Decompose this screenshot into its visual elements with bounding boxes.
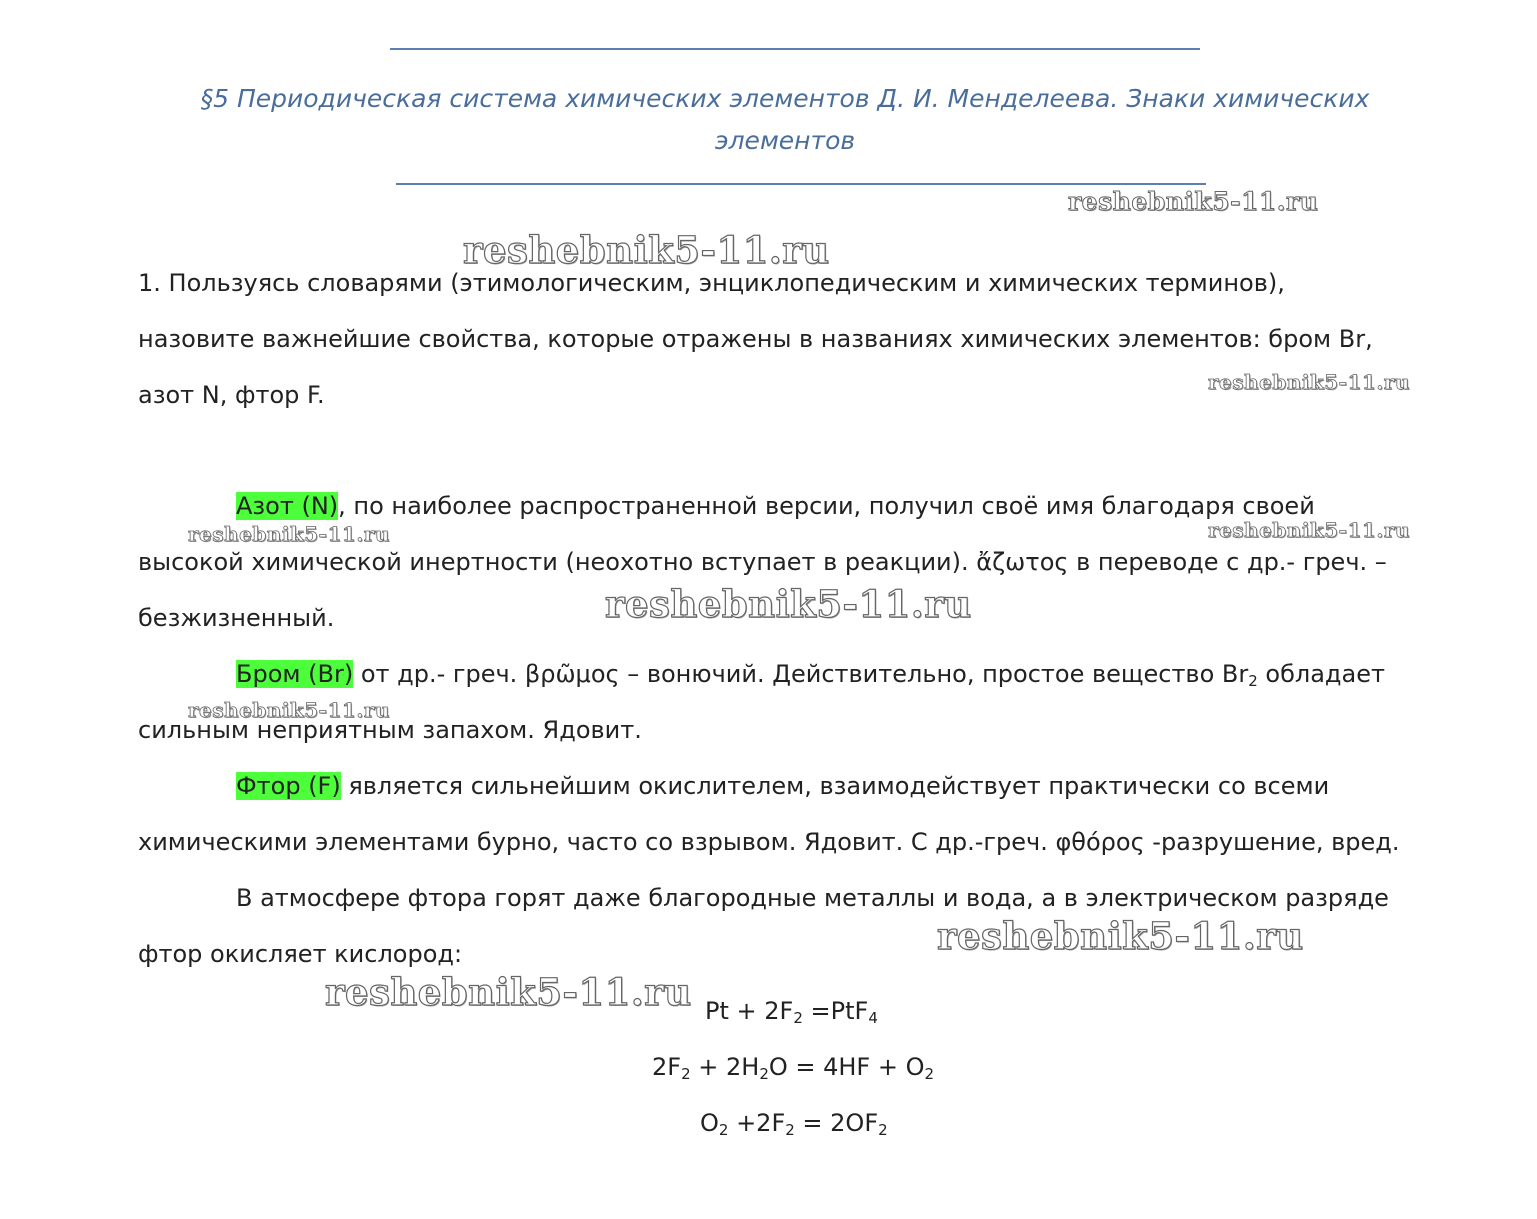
eq1-sub-2: 4 [868, 1009, 878, 1027]
eq2-sub-3: 2 [924, 1065, 935, 1083]
bromine-line-2: сильным неприятным запахом. Ядовит. [138, 716, 642, 744]
eq3-part-b: +2F [728, 1109, 786, 1137]
section-heading [140, 78, 1430, 162]
eq3-sub-3: 2 [878, 1121, 888, 1139]
watermark: reshebnik5-11.ru [937, 914, 1304, 958]
eq2-part-c: O = 4HF + O [768, 1053, 925, 1081]
eq2-sub-2: 2 [759, 1065, 769, 1083]
eq2-part-b: + 2H [690, 1053, 760, 1081]
fluorine-line-2: химическими элементами бурно, часто со взрывом. Ядовит. С др.-греч. φθόρος -разрушение, вред. [138, 828, 1400, 856]
fluorine-line-1 [236, 771, 1329, 801]
task-line-3: азот N, фтор F. [138, 381, 325, 409]
nitrogen-line-1-text: , по наиболее распространенной версии, получил своё имя благодаря своей [338, 492, 1315, 520]
equation-3 [700, 1108, 888, 1138]
eq3-part-c: = 2OF [794, 1109, 879, 1137]
watermark: reshebnik5-11.ru [325, 970, 692, 1014]
eq1-part-b: =PtF [802, 997, 869, 1025]
equation-2 [652, 1052, 934, 1082]
fluorine-highlight: Фтор (F) [236, 772, 341, 800]
eq1-part-a: Pt + 2F [705, 997, 794, 1025]
watermark: reshebnik5-11.ru [605, 582, 972, 626]
eq3-part-a: O [700, 1109, 719, 1137]
task-line-2: назовите важнейшие свойства, которые отражены в названиях химических элементов: бром Br, [138, 325, 1373, 353]
task-line-1: 1. Пользуясь словарями (этимологическим, энциклопедическим и химических терминов), [138, 269, 1285, 297]
eq1-sub-1: 2 [793, 1009, 803, 1027]
bromine-line-1-text-a: от др.- греч. βρῶμος – вонючий. Действительно, простое вещество Br [353, 660, 1249, 688]
eq2-part-a: 2F [652, 1053, 682, 1081]
eq3-sub-1: 2 [718, 1121, 729, 1139]
header-rule-top [390, 48, 1200, 50]
bromine-highlight: Бром (Br) [236, 660, 354, 688]
watermark: reshebnik5-11.ru [1068, 187, 1319, 216]
fluorine-line-1-text: является сильнейшим окислителем, взаимодействует практически со всеми [340, 772, 1330, 800]
nitrogen-line-3: безжизненный. [138, 604, 335, 632]
section-heading-line1: §5 Периодическая система химических элементов Д. И. Менделеева. Знаки химических [200, 84, 1370, 113]
watermark: reshebnik5-11.ru [1208, 370, 1410, 394]
bromine-subscript: 2 [1248, 672, 1258, 690]
watermark: reshebnik5-11.ru [188, 522, 390, 546]
nitrogen-line-2: высокой химической инертности (неохотно вступает в реакции). ἄζωτος в переводе с др.- греч. – [138, 548, 1387, 576]
atmosphere-line-2: фтор окисляет кислород: [138, 940, 463, 968]
watermark: reshebnik5-11.ru [188, 698, 390, 722]
section-heading-line2: элементов [714, 126, 856, 155]
equation-1 [705, 996, 878, 1026]
bromine-line-1-text-b: обладает [1257, 660, 1385, 688]
bromine-line-1 [236, 659, 1385, 689]
atmosphere-line-1: В атмосфере фтора горят даже благородные металлы и вода, а в электрическом разряде [236, 884, 1389, 912]
eq2-sub-1: 2 [681, 1065, 691, 1083]
eq3-sub-2: 2 [785, 1121, 795, 1139]
nitrogen-highlight: Азот (N) [236, 492, 339, 520]
watermark: reshebnik5-11.ru [1208, 518, 1410, 542]
watermark: reshebnik5-11.ru [463, 228, 830, 272]
header-rule-bottom [396, 183, 1206, 185]
nitrogen-line-1 [236, 491, 1315, 521]
